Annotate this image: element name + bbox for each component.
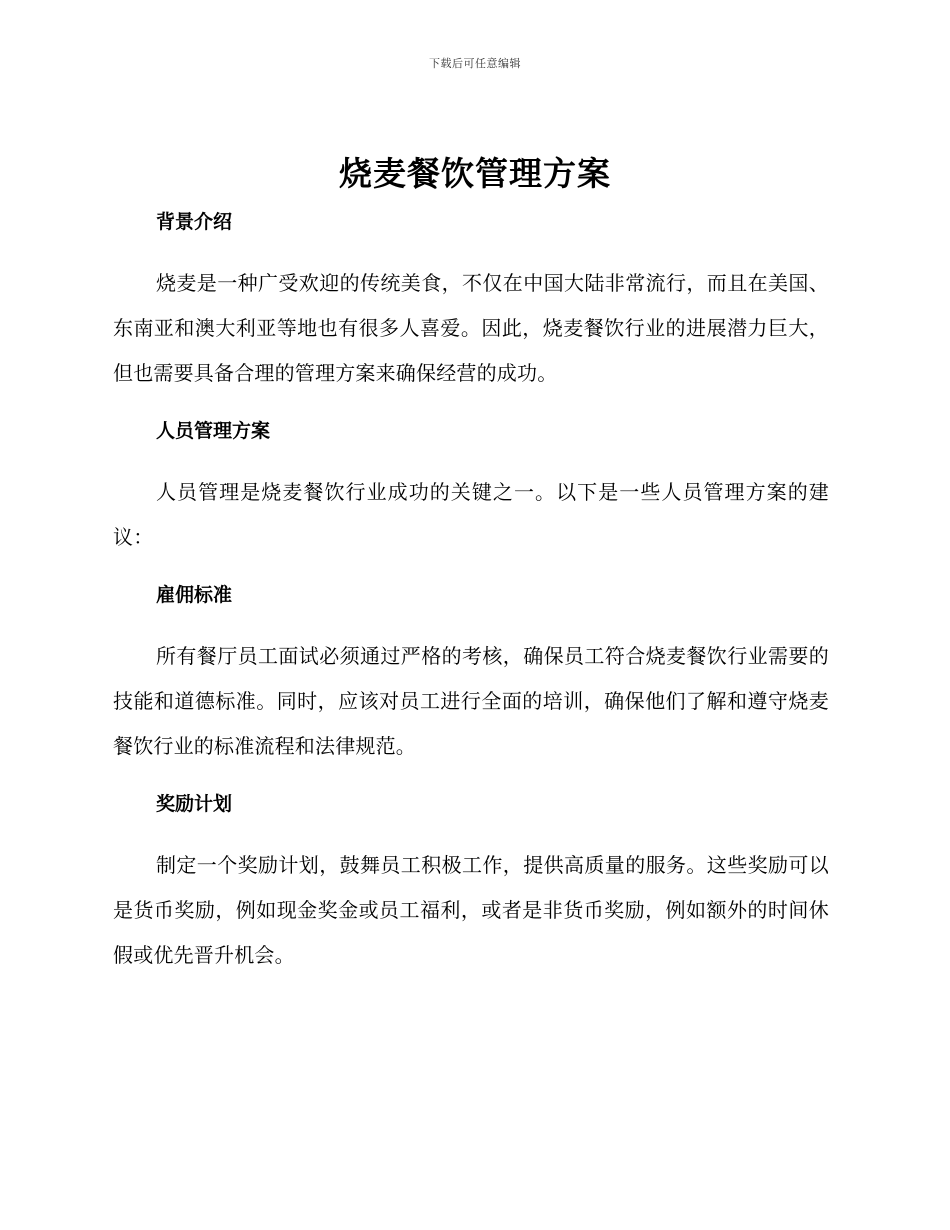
section-heading-personnel: 人员管理方案 <box>156 420 271 442</box>
section-heading-rewards: 奖励计划 <box>156 793 233 815</box>
document-body <box>113 208 829 978</box>
section-heading-background: 背景介绍 <box>156 211 233 233</box>
section-paragraph-rewards: 制定一个奖励计划，鼓舞员工积极工作，提供高质量的服务。这些奖励可以是货币奖励，例如现金奖金或员工福利，或者是非货币奖励，例如额外的时间休假或优先晋升机会。 <box>113 853 829 967</box>
section-paragraph-hiring: 所有餐厅员工面试必须通过严格的考核，确保员工符合烧麦餐饮行业需要的技能和道德标准。同时，应该对员工进行全面的培训，确保他们了解和遵守烧麦餐饮行业的标准流程和法律规范。 <box>113 644 829 758</box>
document-title: 烧麦餐饮管理方案 <box>339 154 611 193</box>
header-note: 下载后可任意编辑 <box>429 57 521 70</box>
section-paragraph-background: 烧麦是一种广受欢迎的传统美食，不仅在中国大陆非常流行，而且在美国、东南亚和澳大利亚等地也有很多人喜爱。因此，烧麦餐饮行业的进展潜力巨大，但也需要具备合理的管理方案来确保经营的成功。 <box>113 271 829 385</box>
section-heading-hiring: 雇佣标准 <box>156 584 233 606</box>
section-paragraph-personnel: 人员管理是烧麦餐饮行业成功的关键之一。以下是一些人员管理方案的建议： <box>113 480 829 549</box>
